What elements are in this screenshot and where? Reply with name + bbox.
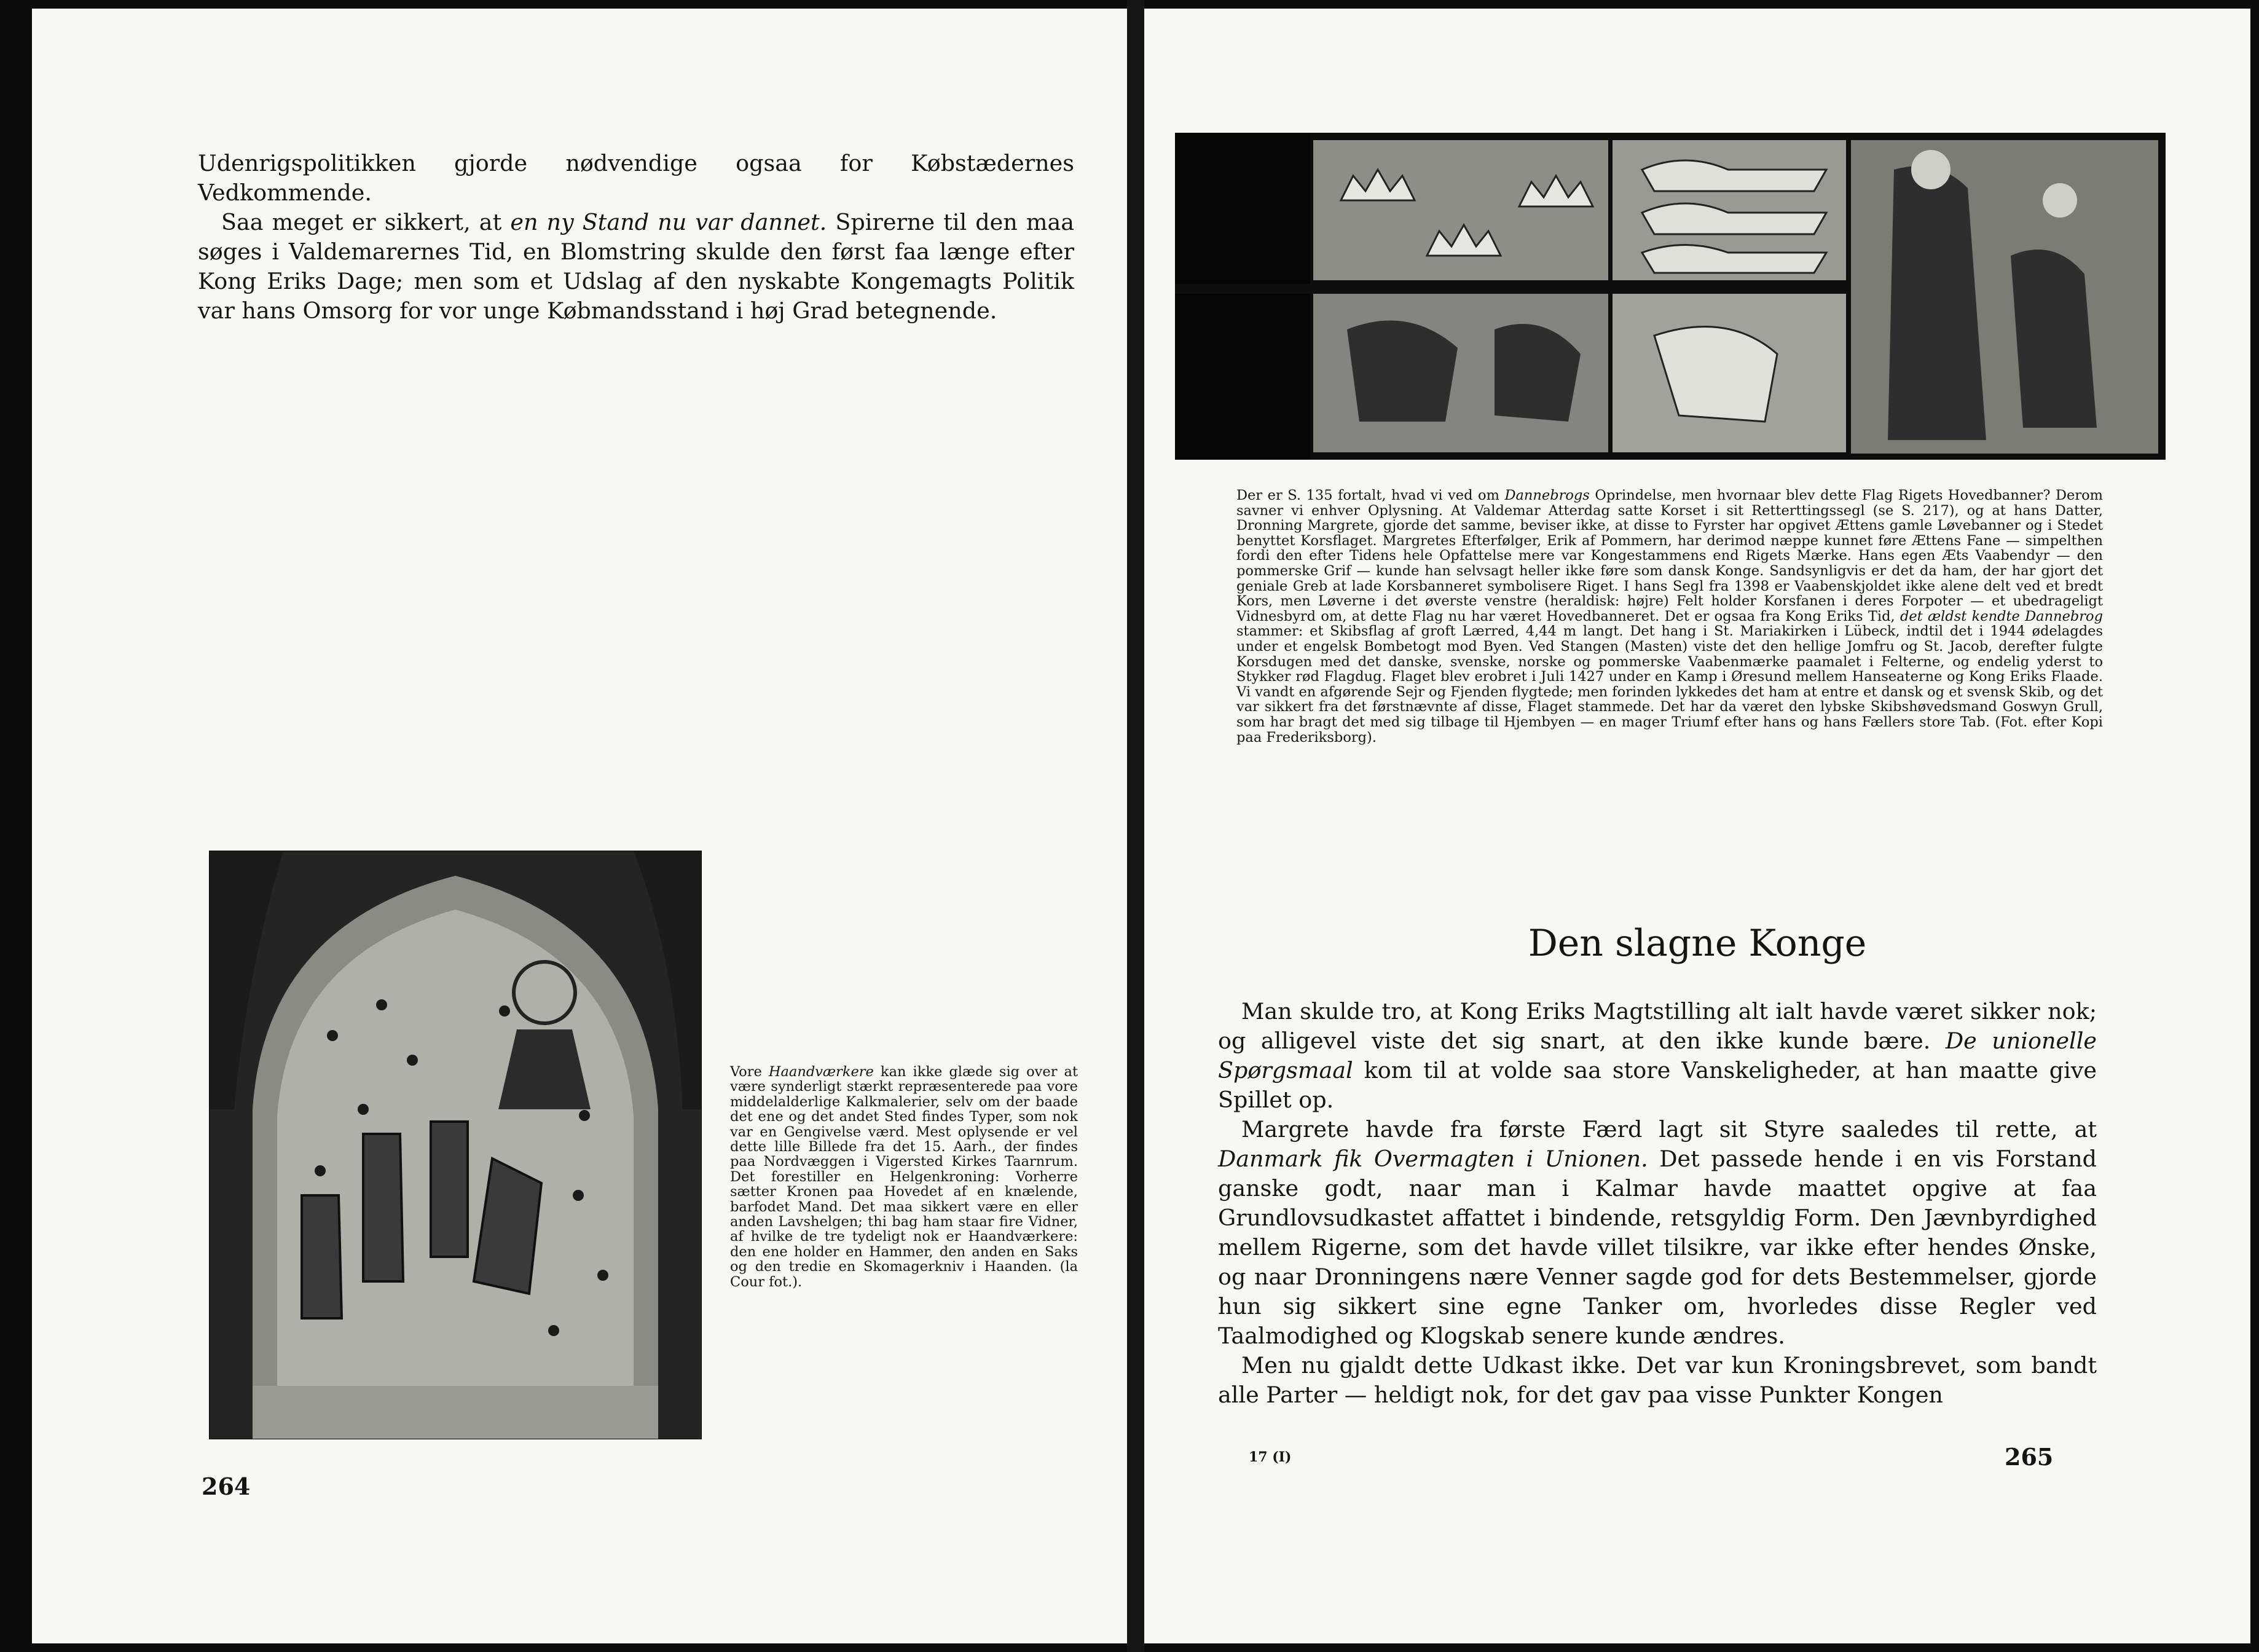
fresco-photograph [209, 851, 702, 1439]
page-number: 265 [2005, 1443, 2054, 1471]
chapter-title: Den slagne Konge [1528, 922, 1867, 965]
right-body-text [1218, 997, 2097, 1410]
page-number: 264 [202, 1473, 251, 1500]
signature-mark: 17 (I) [1249, 1449, 1292, 1465]
paragraph: Udenrigspolitikken gjorde nødvendige ogsaa for Købstædernes Vedkommende. [198, 150, 1074, 206]
paragraph: Man skulde tro, at Kong Eriks Magtstilling alt ialt havde været sikker nok; og alligevel viste det sig snart, at den ikke kunde bære. De unionelle Spørgsmaal kom til at volde saa store Vanskeligheder, at han maatte give Spillet op. [1218, 998, 2097, 1113]
paragraph: Men nu gjaldt dette Udkast ikke. Det var kun Kroningsbrevet, som bandt alle Parter — heldigt nok, for det gav paa visse Punkter Kongen [1218, 1352, 2097, 1408]
dannebrog-flag-photograph [1175, 133, 2166, 460]
left-body-text [198, 149, 1074, 326]
left-page [32, 9, 1127, 1643]
paragraph: Margrete havde fra første Færd lagt sit Styre saaledes til rette, at Danmark fik Overmagten i Unionen. Det passede hende i en vis Forstand ganske godt, naar man i Kalmar havde maattet opgive at faa Grundlovsudkastet affattet i bindende, retsgyldig Form. Den Jævnbyrdighed mellem Rigerne, som det havde villet tilsikre, var ikke efter hendes Ønske, og naar Dronningens nære Venner sagde god for dets Bestemmelser, gjorde hun sig sikkert sine egne Tanker om, hvorledes disse Regler ved Taalmodighed og Klogskab senere kunde ændres. [1218, 1116, 2097, 1349]
fresco-caption: Vore Haandværkere kan ikke glæde sig over at være synderligt stærkt repræsenterede paa vore middelalderlige Kalkmalerier, selv om der baade det ene og det andet Sted findes Typer, som nok var en Gengivelse værd. Mest oplysende er vel dette lille Billede fra det 15. Aarh., der findes paa Nordvæggen i Vigersted Kirkes Taarnrum. Det forestiller en Helgenkroning: Vorherre sætter Kronen paa Hovedet af en knælende, barfodet Mand. Det maa sikkert være en eller anden Lavshelgen; thi bag ham staar fire Vidner, af hvilke de tre tydeligt nok er Haandværkere: den ene holder en Hammer, den anden en Saks og den tredie en Skomagerkniv i Haanden. (la Cour fot.). [730, 1064, 1078, 1290]
right-page [1144, 9, 2250, 1643]
book-gutter [1127, 0, 1144, 1652]
paragraph: Saa meget er sikkert, at en ny Stand nu var dannet. Spirerne til den maa søges i Valdemarernes Tid, en Blomstring skulde den først faa længe efter Kong Eriks Dage; men som et Udslag af den nyskabte Kongemagts Politik var hans Omsorg for vor unge Købmandsstand i høj Grad betegnende. [198, 209, 1074, 324]
flag-caption: Der er S. 135 fortalt, hvad vi ved om Dannebrogs Oprindelse, men hvornaar blev dette Flag Rigets Hovedbanner? Derom savner vi enhver Oplysning. At Valdemar Atterdag satte Korset i sit Retterttingssegl (se S. 217), og at hans Datter, Dronning Margrete, gjorde det samme, beviser ikke, at disse to Fyrster har opgivet Ættens gamle Løvebanner og i Stedet benyttet Korsflaget. Margretes Efterfølger, Erik af Pommern, har derimod næppe kunnet føre Ættens Fane — simpelthen fordi den efter Tidens hele Opfattelse mere var Kongestammens end Rigets Mærke. Hans egen Æts Vaabendyr — den pommerske Grif — kunde han selvsagt heller ikke føre som dansk Konge. Sandsynligvis er det da ham, der har gjort det geniale Greb at lade Korsbanneret symbolisere Riget. I hans Segl fra 1398 er Vaabenskjoldet ikke alene delt ved et bredt Kors, men Løverne i det øverste venstre (heraldisk: højre) Felt holder Korsfanen i deres Forpoter — et ubedrageligt Vidnesbyrd om, at dette Flag nu har været Hovedbanneret. Det er ogsaa fra Kong Eriks Tid, det ældst kendte Dannebrog stammer: et Skibsflag af groft Lærred, 4,44 m langt. Det hang i St. Mariakirken i Lübeck, indtil det i 1944 ødelagdes under et engelsk Bombetogt mod Byen. Ved Stangen (Masten) viste det den hellige Jomfru og St. Jacob, derefter fulgte Korsdugen med det danske, svenske, norske og pommerske Vaabenmærke paamalet i Felterne, og endelig yderst to Stykker rød Flagdug. Flaget blev erobret i Juli 1427 under en Kamp i Øresund mellem Hanseaterne og Kong Eriks Flaade. Vi vandt en afgørende Sejr og Fjenden flygtede; men forinden lykkedes det ham at entre et dansk og et svensk Skib, og det var sikkert fra det førstnævnte af disse, Flaget stammede. Det har da været den lybske Skibshøvedsmand Goswyn Grull, som har bragt det med sig tilbage til Hjembyen — en mager Triumf efter hans og hans Fællers store Tab. (Fot. efter Kopi paa Frederiksborg). [1236, 487, 2103, 745]
